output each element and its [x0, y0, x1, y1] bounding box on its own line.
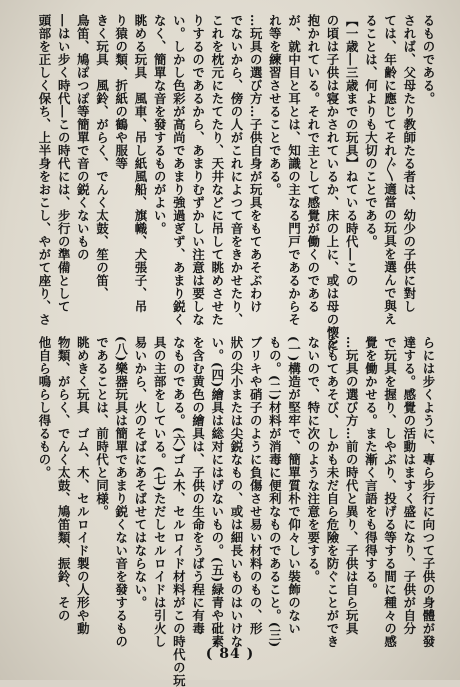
lower-text-line: 達する。感覺の活動はますく盛になり、子供が自分 — [401, 336, 417, 635]
upper-text-line: されば、父母たり教師たる者は、幼少の子供に對し — [401, 14, 417, 313]
upper-text-line: 【一歳―三歳までの玩具】ねている時代―この — [344, 14, 360, 287]
page-number: ( 84 ) — [205, 646, 255, 662]
lower-text-line: (八)樂器玩具は簡單であまり鋭くない音を發するもの — [113, 336, 129, 648]
upper-text-line: きく玩具 風鈴、がらく、でんく太鼓、笙の笛、 — [94, 14, 110, 300]
upper-text-line: の頃は子供は寝かされているか、床の上に、或は母の懐に — [324, 14, 340, 352]
lower-text-line: 物類、がらく、でんく太鼓、鳩笛類、振鈴、その — [56, 336, 72, 622]
upper-text-line: これを枕元にたてたり、天井などに吊して眺めさせた — [209, 14, 225, 326]
upper-text-section — [30, 14, 438, 352]
upper-text-line: が、就中目と耳とは、知識の主なる門戸であるからそ — [286, 14, 302, 326]
lower-text-line: もの。(二)材料が消毒に便利なものであること。(三) — [267, 336, 283, 648]
lower-text-line: い。(四)繪具は総对にはげないもの。(五)緑青や砒素 — [209, 336, 225, 648]
upper-text-line: 頭部を正しく保ち、上半身をおこし、やがて座り、さ — [36, 14, 52, 326]
lower-text-line: 他自ら鳴らし得るもの。 — [36, 336, 52, 479]
lower-text-line: (一)構造が堅牢で、簡單質朴で仰々しい裝飾のない — [286, 336, 302, 635]
lower-text-line: ないので、特に次のような注意を要する。 — [305, 336, 321, 583]
lower-text-line: で玩具を握り、しやぶり、投げる等する間に種々の感 — [382, 336, 398, 648]
upper-text-line: ることは、何よりも大切のことである。 — [363, 14, 379, 248]
upper-text-line: ―はい步く時代―この時代には、步行の準備として — [56, 14, 72, 313]
upper-text-line: るものである。 — [421, 14, 436, 105]
lower-text-line: 覺を働かせる。また漸く言語をも得得する。 — [363, 336, 379, 596]
lower-text-line: 易いから、火のそばにあそばせてはならない。 — [132, 336, 148, 609]
upper-text-line: でないから、傍の人がこれによつて音をきかせたり、 — [228, 14, 244, 326]
lower-text-line: 具の主部をしている。(七)ただしセルロイドは引火し — [152, 336, 168, 648]
upper-text-line: り猿の類、折紙の鶴や服等 — [113, 14, 129, 170]
upper-text-line: 眺める玩具 風車、吊し紙風船、旗幟、犬張子、吊 — [132, 14, 148, 313]
upper-text-line: 抱かれている。それで主として感覺が働くのである — [305, 14, 321, 313]
lower-text-line: なものである。(六)ゴム木、セルロイド材料がこの時代の玩 — [171, 336, 187, 687]
upper-text-line: れ等を練習させることである。 — [267, 14, 283, 196]
upper-text-line: い。しかし色彩が高尚であまり強過ぎず、あまり鋭く — [171, 14, 187, 326]
upper-text-line: りするのであるから、あまりむずかしい注意は要しな — [190, 14, 206, 326]
lower-text-line: をもてあそび、しかも未だ自ら危險を防ぐことができ — [324, 336, 340, 648]
lower-text-line: 眺めきく玩具 ゴム、木、セルロイド製の人形や動 — [75, 336, 91, 635]
lower-text-line: …玩具の選び方…前の時代と異り、子供は自ら玩具 — [344, 336, 360, 635]
upper-text-line: …玩具の選び方…子供自身が玩具をもてあそぶわけ — [248, 14, 264, 313]
lower-text-line: ブリキや硝子のように負傷させ易い材料のもの、形 — [248, 336, 264, 635]
lower-text-line: らには步くように、專ら步行に向つて子供の身體が發 — [421, 336, 436, 648]
upper-text-line: ては、年齢に應じてそれ〴〵適當の玩具を選んで與え — [382, 14, 398, 326]
lower-text-line: を含む黄色の繪具は、子供の生命をうばう程に有毒 — [190, 336, 206, 635]
lower-text-line: であることは、前時代と同様。 — [94, 336, 110, 518]
upper-text-line: 鳥笛、鳩ぽつぽ等簡單で音の鋭くないもの — [75, 14, 91, 261]
upper-text-line: なく、簡單な音を發するものがよい。 — [152, 14, 168, 235]
lower-text-line: 狀の尖小または尖鋭なもの、或は細長いものはいけな — [228, 336, 244, 648]
